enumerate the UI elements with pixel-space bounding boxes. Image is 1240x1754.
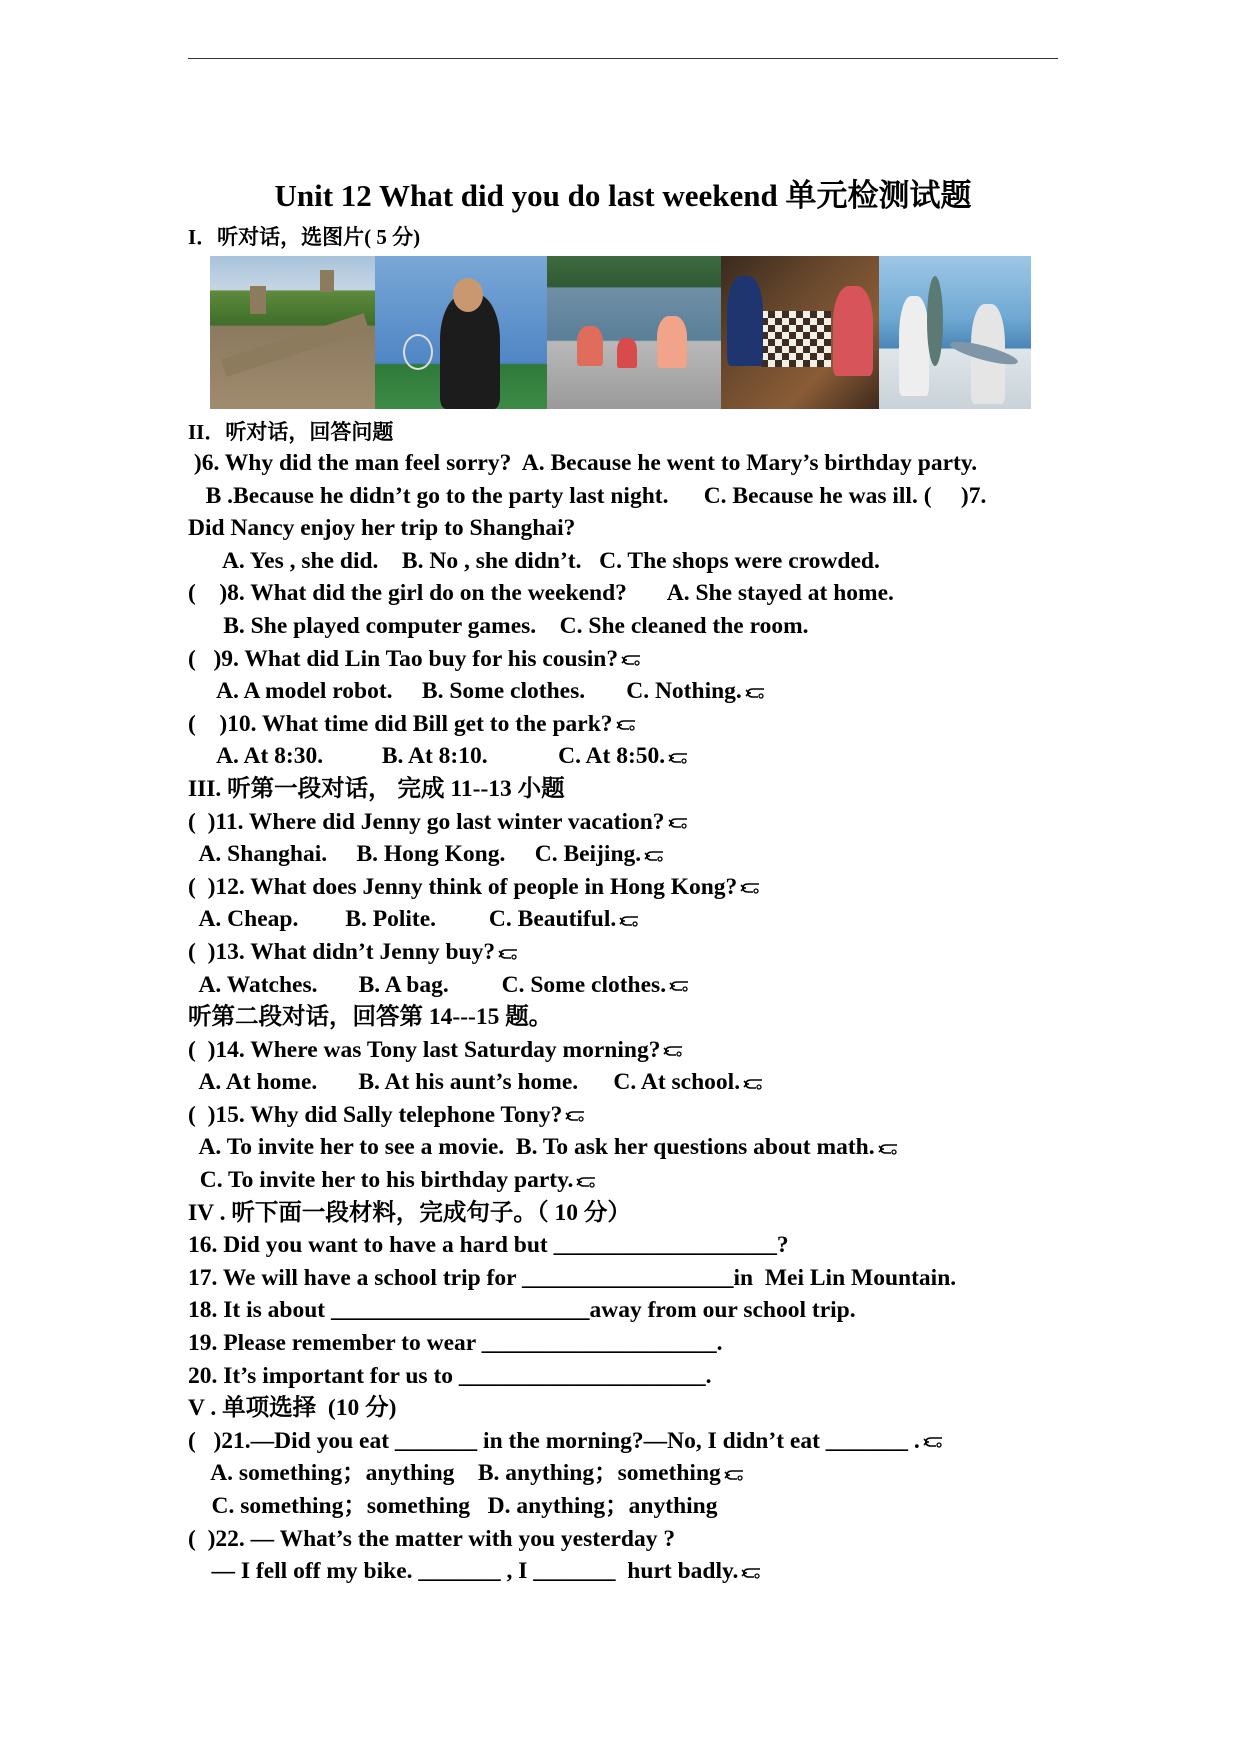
line-text: ( )10. What time did Bill get to the park? xyxy=(188,710,613,737)
great-wall-photo xyxy=(210,256,375,409)
worksheet-line xyxy=(188,447,1058,480)
line-text: ( )13. What didn’t Jenny buy? xyxy=(188,938,496,965)
return-arrow-icon xyxy=(497,947,519,961)
line-text: ( )22. — What’s the matter with you yesterday ? xyxy=(188,1525,676,1552)
line-text: Did Nancy enjoy her trip to Shanghai? xyxy=(188,515,576,542)
return-arrow-icon xyxy=(922,1435,944,1449)
return-arrow-icon xyxy=(667,751,689,765)
worksheet-line xyxy=(188,1360,1058,1393)
line-text: A. At 8:30. B. At 8:10. C. At 8:50. xyxy=(188,743,666,770)
worksheet-line xyxy=(188,610,1058,643)
line-text: 18. It is about ______________________away from our school trip. xyxy=(188,1297,856,1324)
worksheet-line xyxy=(188,1392,1058,1425)
return-arrow-icon xyxy=(740,1566,762,1580)
worksheet-line xyxy=(188,1131,1058,1164)
line-text: — I fell off my bike. _______ , I _______ hurt badly. xyxy=(188,1558,739,1585)
badminton-photo xyxy=(375,256,547,409)
line-text: 16. Did you want to have a hard but ___________________? xyxy=(188,1232,789,1259)
worksheet-line xyxy=(188,1523,1058,1556)
line-text: )6. Why did the man feel sorry? A. Because he went to Mary’s birthday party. xyxy=(188,450,978,476)
return-arrow-icon xyxy=(668,979,690,993)
canoe-photo xyxy=(547,256,721,409)
fishing-photo xyxy=(879,256,1031,409)
worksheet-line xyxy=(188,1327,1058,1360)
worksheet-line xyxy=(188,1164,1058,1197)
return-arrow-icon xyxy=(643,849,665,863)
return-arrow-icon xyxy=(667,816,689,830)
worksheet-line xyxy=(188,708,1058,741)
worksheet-line xyxy=(188,675,1058,708)
line-text: 20. It’s important for us to _____________________. xyxy=(188,1362,712,1389)
worksheet-line xyxy=(188,1294,1058,1327)
line-text: ( )12. What does Jenny think of people in Hong Kong? xyxy=(188,873,738,900)
worksheet-line xyxy=(188,740,1058,773)
worksheet-line xyxy=(188,1555,1058,1588)
page-title: Unit 12 What did you do last weekend 单元检测试题 xyxy=(274,178,972,213)
worksheet-line xyxy=(188,512,1058,545)
return-arrow-icon xyxy=(618,914,640,928)
return-arrow-icon xyxy=(742,1077,764,1091)
line-text: ( )15. Why did Sally telephone Tony? xyxy=(188,1101,563,1128)
worksheet-line xyxy=(188,806,1058,839)
line-text: A. To invite her to see a movie. B. To ask her questions about math. xyxy=(188,1134,875,1161)
worksheet-line xyxy=(188,969,1058,1002)
worksheet-line xyxy=(188,1457,1058,1490)
worksheet-line xyxy=(188,1001,1058,1034)
return-arrow-icon xyxy=(739,881,761,895)
return-arrow-icon xyxy=(662,1044,684,1058)
line-text: 听第二段对话，回答第 14---15 题。 xyxy=(188,1004,553,1031)
worksheet-line xyxy=(188,222,1058,252)
return-arrow-icon xyxy=(615,718,637,732)
line-text: ( )11. Where did Jenny go last winter vacation? xyxy=(188,808,665,835)
worksheet-line xyxy=(188,903,1058,936)
line-text: A. Cheap. B. Polite. C. Beautiful. xyxy=(188,906,617,933)
line-text: ( )9. What did Lin Tao buy for his cousin? xyxy=(188,645,619,672)
worksheet-line xyxy=(188,1099,1058,1132)
line-text: C. something；something D. anything；anything xyxy=(188,1493,718,1519)
line-text: A. A model robot. B. Some clothes. C. Nothing. xyxy=(188,678,742,705)
return-arrow-icon xyxy=(564,1109,586,1123)
line-text: ( )21.—Did you eat _______ in the morning?—No, I didn’t eat _______ . xyxy=(188,1427,920,1454)
worksheet-content xyxy=(188,222,1058,1588)
line-text: A. Shanghai. B. Hong Kong. C. Beijing. xyxy=(188,841,642,868)
line-text: IV . 听下面一段材料，完成句子。（ 10 分） xyxy=(188,1199,631,1226)
line-text: B .Because he didn’t go to the party last night. C. Because he was ill. ( )7. xyxy=(188,482,987,509)
worksheet-line xyxy=(188,577,1058,610)
line-text: ( )8. What did the girl do on the weekend? A. She stayed at home. xyxy=(188,580,894,607)
return-arrow-icon xyxy=(620,653,642,667)
line-text: V . 单项选择 (10 分) xyxy=(188,1395,397,1422)
worksheet-line xyxy=(188,417,1058,447)
worksheet-line xyxy=(188,1425,1058,1458)
worksheet-line xyxy=(188,1034,1058,1067)
line-text: 19. Please remember to wear ____________________. xyxy=(188,1330,723,1357)
return-arrow-icon xyxy=(575,1175,597,1189)
worksheet-page xyxy=(188,170,1058,1588)
return-arrow-icon xyxy=(877,1142,899,1156)
worksheet-line xyxy=(188,643,1058,676)
line-text: 17. We will have a school trip for __________________in Mei Lin Mountain. xyxy=(188,1264,957,1291)
worksheet-line xyxy=(188,545,1058,578)
worksheet-line xyxy=(188,1229,1058,1262)
worksheet-line xyxy=(188,871,1058,904)
line-text: A. something；anything B. anything；something xyxy=(188,1460,721,1487)
line-text: B. She played computer games. C. She cleaned the room. xyxy=(188,612,809,639)
line-text: A. Yes , she did. B. No , she didn’t. C. The shops were crowded. xyxy=(188,547,880,574)
worksheet-line xyxy=(188,936,1058,969)
line-text: II．听对话，回答问题 xyxy=(188,420,394,444)
chess-photo xyxy=(721,256,879,409)
worksheet-line xyxy=(188,773,1058,806)
listening-pictures xyxy=(210,256,1033,409)
line-text: I．听对话，选图片( 5 分) xyxy=(188,225,421,249)
worksheet-line xyxy=(188,1262,1058,1295)
header-rule xyxy=(188,58,1058,59)
line-text: C. To invite her to his birthday party. xyxy=(188,1167,574,1194)
worksheet-line xyxy=(188,1066,1058,1099)
return-arrow-icon xyxy=(723,1468,745,1482)
worksheet-line xyxy=(188,480,1058,513)
worksheet-line xyxy=(188,1197,1058,1230)
line-text: A. At home. B. At his aunt’s home. C. At school. xyxy=(188,1069,741,1096)
return-arrow-icon xyxy=(744,686,766,700)
worksheet-line xyxy=(188,838,1058,871)
line-text: ( )14. Where was Tony last Saturday morning? xyxy=(188,1036,661,1063)
line-text: A. Watches. B. A bag. C. Some clothes. xyxy=(188,971,667,998)
line-text: III. 听第一段对话， 完成 11--13 小题 xyxy=(188,775,565,802)
worksheet-line xyxy=(188,1490,1058,1523)
